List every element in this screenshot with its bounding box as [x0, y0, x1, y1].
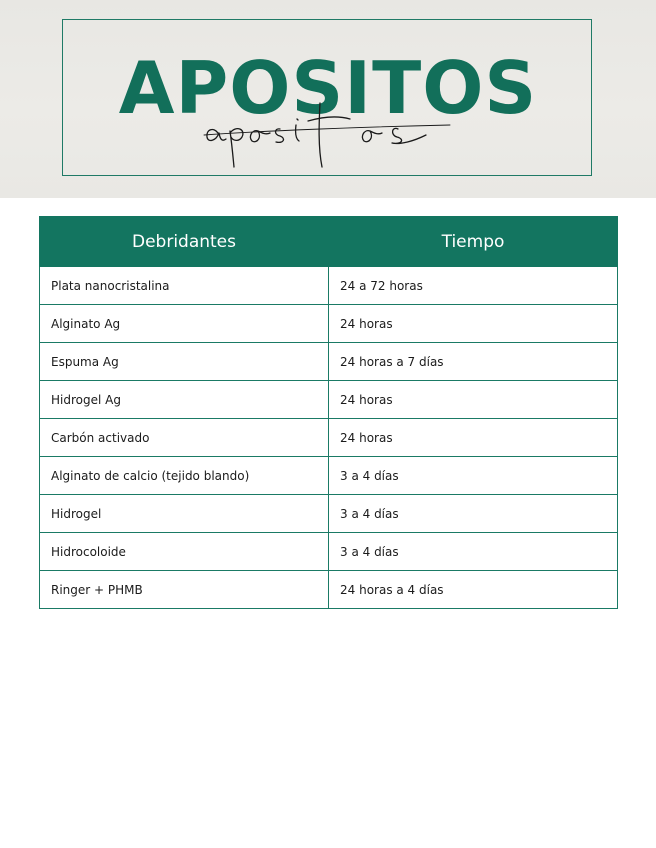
dressings-table-container — [39, 216, 617, 609]
table-row — [40, 457, 618, 495]
cell-tiempo: 3 a 4 días — [329, 533, 618, 571]
table-row — [40, 267, 618, 305]
cell-tiempo: 3 a 4 días — [329, 457, 618, 495]
cell-debridante: Plata nanocristalina — [40, 267, 329, 305]
script-subtitle-signature — [200, 95, 460, 175]
column-header-debridantes: Debridantes — [40, 217, 329, 267]
table-row — [40, 381, 618, 419]
cell-debridante: Carbón activado — [40, 419, 329, 457]
cell-debridante: Alginato Ag — [40, 305, 329, 343]
column-header-tiempo: Tiempo — [329, 217, 618, 267]
cell-debridante: Hidrogel — [40, 495, 329, 533]
cell-debridante: Espuma Ag — [40, 343, 329, 381]
table-row — [40, 343, 618, 381]
cell-tiempo: 24 a 72 horas — [329, 267, 618, 305]
cell-tiempo: 24 horas — [329, 419, 618, 457]
cell-tiempo: 24 horas a 4 días — [329, 571, 618, 609]
table-row — [40, 495, 618, 533]
table-header-row — [40, 217, 618, 267]
cell-tiempo: 24 horas — [329, 305, 618, 343]
dressings-table — [39, 216, 618, 609]
cell-tiempo: 24 horas — [329, 381, 618, 419]
table-row — [40, 305, 618, 343]
cell-debridante: Ringer + PHMB — [40, 571, 329, 609]
cell-debridante: Hidrogel Ag — [40, 381, 329, 419]
table-row — [40, 419, 618, 457]
cell-tiempo: 24 horas a 7 días — [329, 343, 618, 381]
table-row — [40, 571, 618, 609]
cell-debridante: Hidrocoloide — [40, 533, 329, 571]
table-row — [40, 533, 618, 571]
page-title: APOSITOS — [118, 46, 538, 130]
cell-debridante: Alginato de calcio (tejido blando) — [40, 457, 329, 495]
cell-tiempo: 3 a 4 días — [329, 495, 618, 533]
